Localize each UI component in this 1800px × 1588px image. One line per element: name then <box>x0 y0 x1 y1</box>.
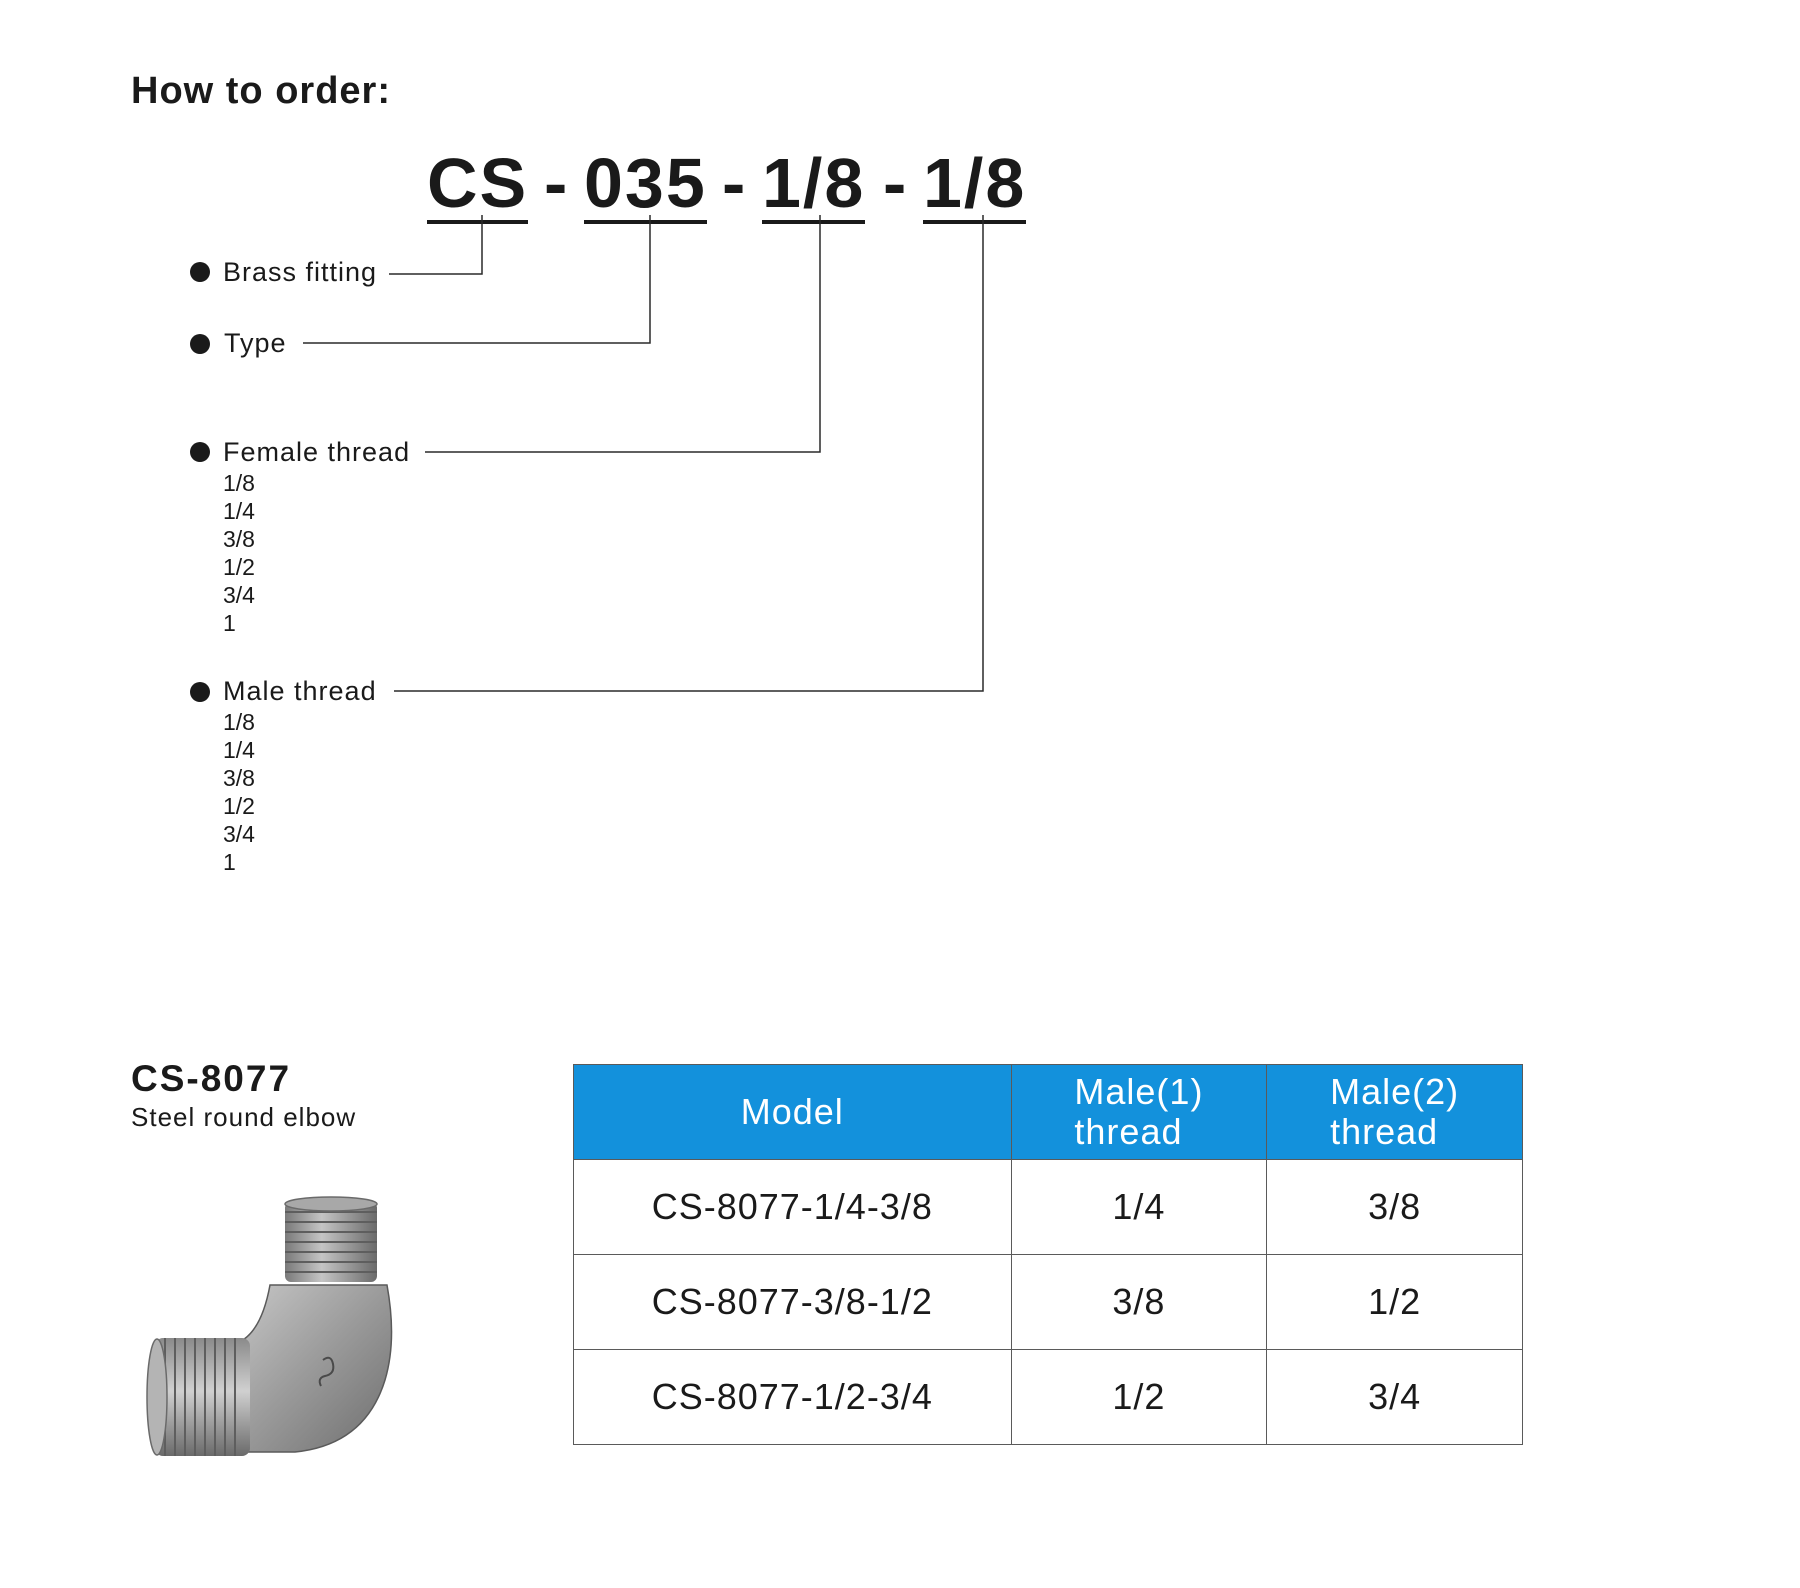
cell-model: CS-8077-1/2-3/4 <box>574 1350 1012 1445</box>
male-options-list <box>223 708 255 876</box>
male-option: 1 <box>223 849 236 875</box>
code-separator: - <box>544 144 568 222</box>
connector-brass <box>389 215 482 274</box>
bullet-icon <box>190 442 210 462</box>
male-option: 1/2 <box>223 793 255 819</box>
page-title: How to order: <box>131 70 391 112</box>
code-separator: - <box>722 144 746 222</box>
product-name: Steel round elbow <box>131 1102 357 1132</box>
female-option: 1/2 <box>223 554 255 580</box>
code-part-series: CS <box>427 144 529 222</box>
cell-male1: 1/4 <box>1011 1160 1267 1255</box>
header-model <box>574 1065 1012 1160</box>
legend-type-label: Type <box>224 328 287 358</box>
elbow-fitting-image <box>135 1190 425 1480</box>
cell-male2: 1/2 <box>1267 1255 1523 1350</box>
header-male2 <box>1267 1065 1523 1160</box>
cell-male1: 1/2 <box>1011 1350 1267 1445</box>
header-model-label: Model <box>740 1091 844 1132</box>
legend-female-label: Female thread <box>223 437 411 467</box>
male-option: 3/8 <box>223 765 255 791</box>
legend-male-label: Male thread <box>223 676 377 706</box>
cell-model: CS-8077-1/4-3/8 <box>574 1160 1012 1255</box>
connector-female <box>425 215 820 452</box>
female-option: 3/8 <box>223 526 255 552</box>
female-option: 1 <box>223 610 236 636</box>
male-option: 1/4 <box>223 737 255 763</box>
bullet-icon <box>190 262 210 282</box>
female-option: 1/4 <box>223 498 255 524</box>
header-male1-line1: Male(1) <box>1074 1071 1204 1112</box>
table-header-row <box>574 1065 1523 1160</box>
cell-male1: 3/8 <box>1011 1255 1267 1350</box>
bullet-icon <box>190 682 210 702</box>
male-option: 1/8 <box>223 709 255 735</box>
legend-brass-label: Brass fitting <box>223 257 378 287</box>
bullet-icon <box>190 334 210 354</box>
header-male2-line2: thread <box>1330 1111 1439 1152</box>
female-option: 1/8 <box>223 470 255 496</box>
cell-model: CS-8077-3/8-1/2 <box>574 1255 1012 1350</box>
header-male1-line2: thread <box>1074 1111 1183 1152</box>
code-part-female: 1/8 <box>762 144 866 222</box>
code-separator: - <box>883 144 907 222</box>
female-options-list <box>223 469 255 637</box>
table-row <box>574 1255 1523 1350</box>
male-option: 3/4 <box>223 821 255 847</box>
code-part-type: 035 <box>584 144 707 222</box>
product-code: CS-8077 <box>131 1058 292 1099</box>
header-male1 <box>1011 1065 1267 1160</box>
code-part-male: 1/8 <box>923 144 1027 222</box>
header-male2-line1: Male(2) <box>1330 1071 1460 1112</box>
cell-male2: 3/4 <box>1267 1350 1523 1445</box>
connector-male <box>394 215 983 691</box>
table-row <box>574 1160 1523 1255</box>
table-row <box>574 1350 1523 1445</box>
spec-table <box>573 1064 1523 1445</box>
cell-male2: 3/8 <box>1267 1160 1523 1255</box>
female-option: 3/4 <box>223 582 255 608</box>
